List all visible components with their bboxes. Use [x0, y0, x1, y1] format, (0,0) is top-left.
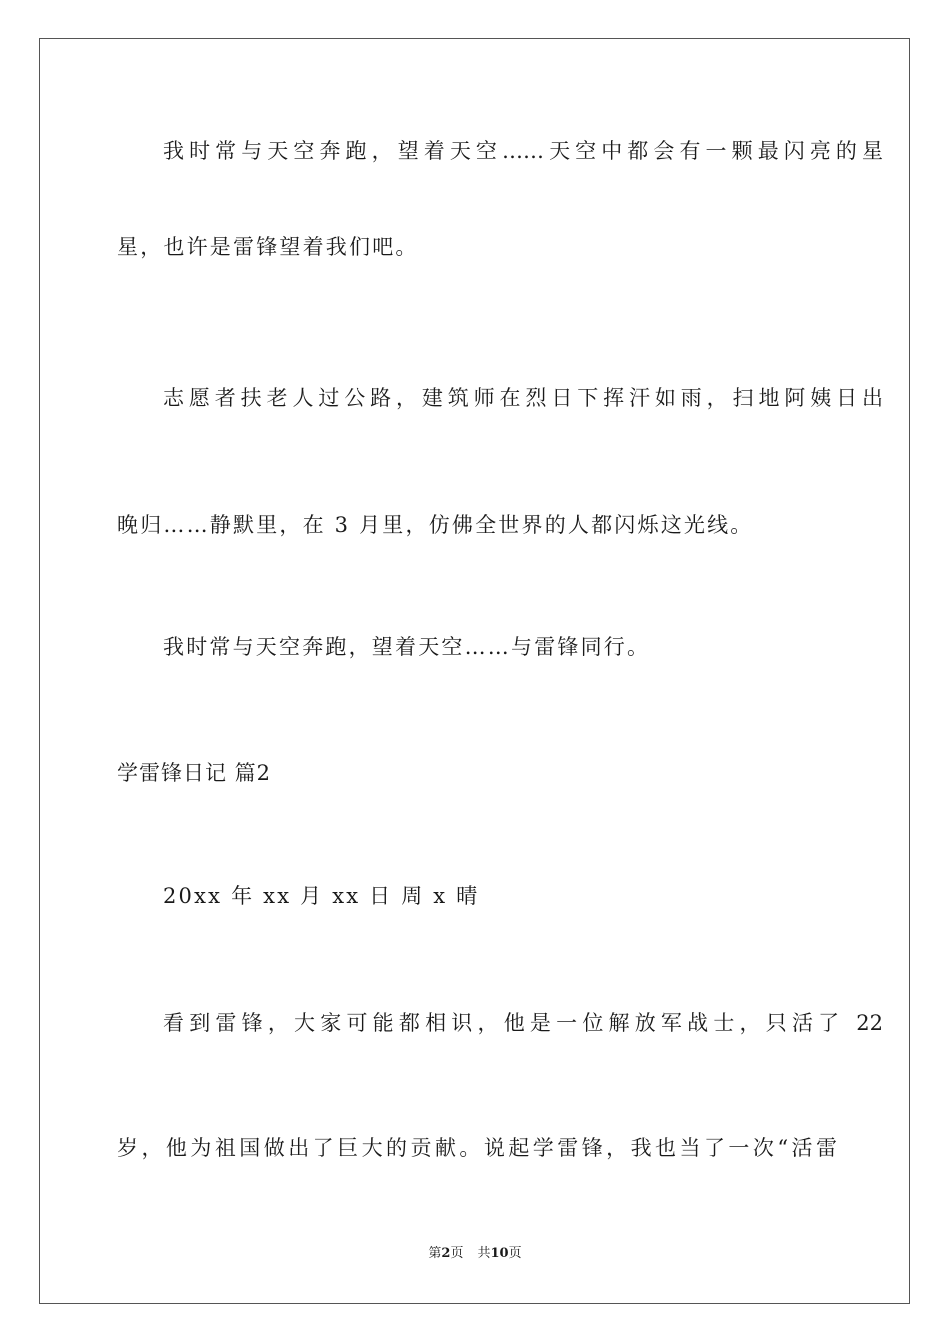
diary-date-line: 20xx 年 xx 月 xx 日 周 x 晴	[163, 884, 480, 908]
paragraph-1-line-1: 我时常与天空奔跑，望着天空……天空中都会有一颗最闪亮的星	[163, 139, 883, 163]
paragraph-3-line-1: 我时常与天空奔跑，望着天空……与雷锋同行。	[163, 635, 651, 659]
footer-total-suffix: 页	[508, 1246, 522, 1261]
page-frame	[39, 38, 910, 1304]
page-footer	[0, 1245, 950, 1263]
paragraph-4-line-1: 看到雷锋，大家可能都相识，他是一位解放军战士，只活了 22	[163, 1011, 883, 1035]
footer-total-pages: 10	[490, 1246, 509, 1261]
paragraph-1-line-2: 星，也许是雷锋望着我们吧。	[117, 235, 419, 259]
section-title: 学雷锋日记 篇2	[117, 761, 272, 785]
footer-page-number: 2	[441, 1246, 451, 1261]
paragraph-2-line-2: 晚归……静默里，在 3 月里，仿佛全世界的人都闪烁这光线。	[117, 513, 754, 537]
footer-page-suffix: 页	[450, 1246, 464, 1261]
footer-total-prefix: 共	[477, 1246, 491, 1261]
paragraph-4-line-2: 岁，他为祖国做出了巨大的贡献。说起学雷锋，我也当了一次“活雷	[117, 1136, 837, 1160]
footer-page-prefix: 第	[428, 1246, 442, 1261]
paragraph-2-line-1: 志愿者扶老人过公路，建筑师在烈日下挥汗如雨，扫地阿姨日出	[163, 386, 883, 410]
